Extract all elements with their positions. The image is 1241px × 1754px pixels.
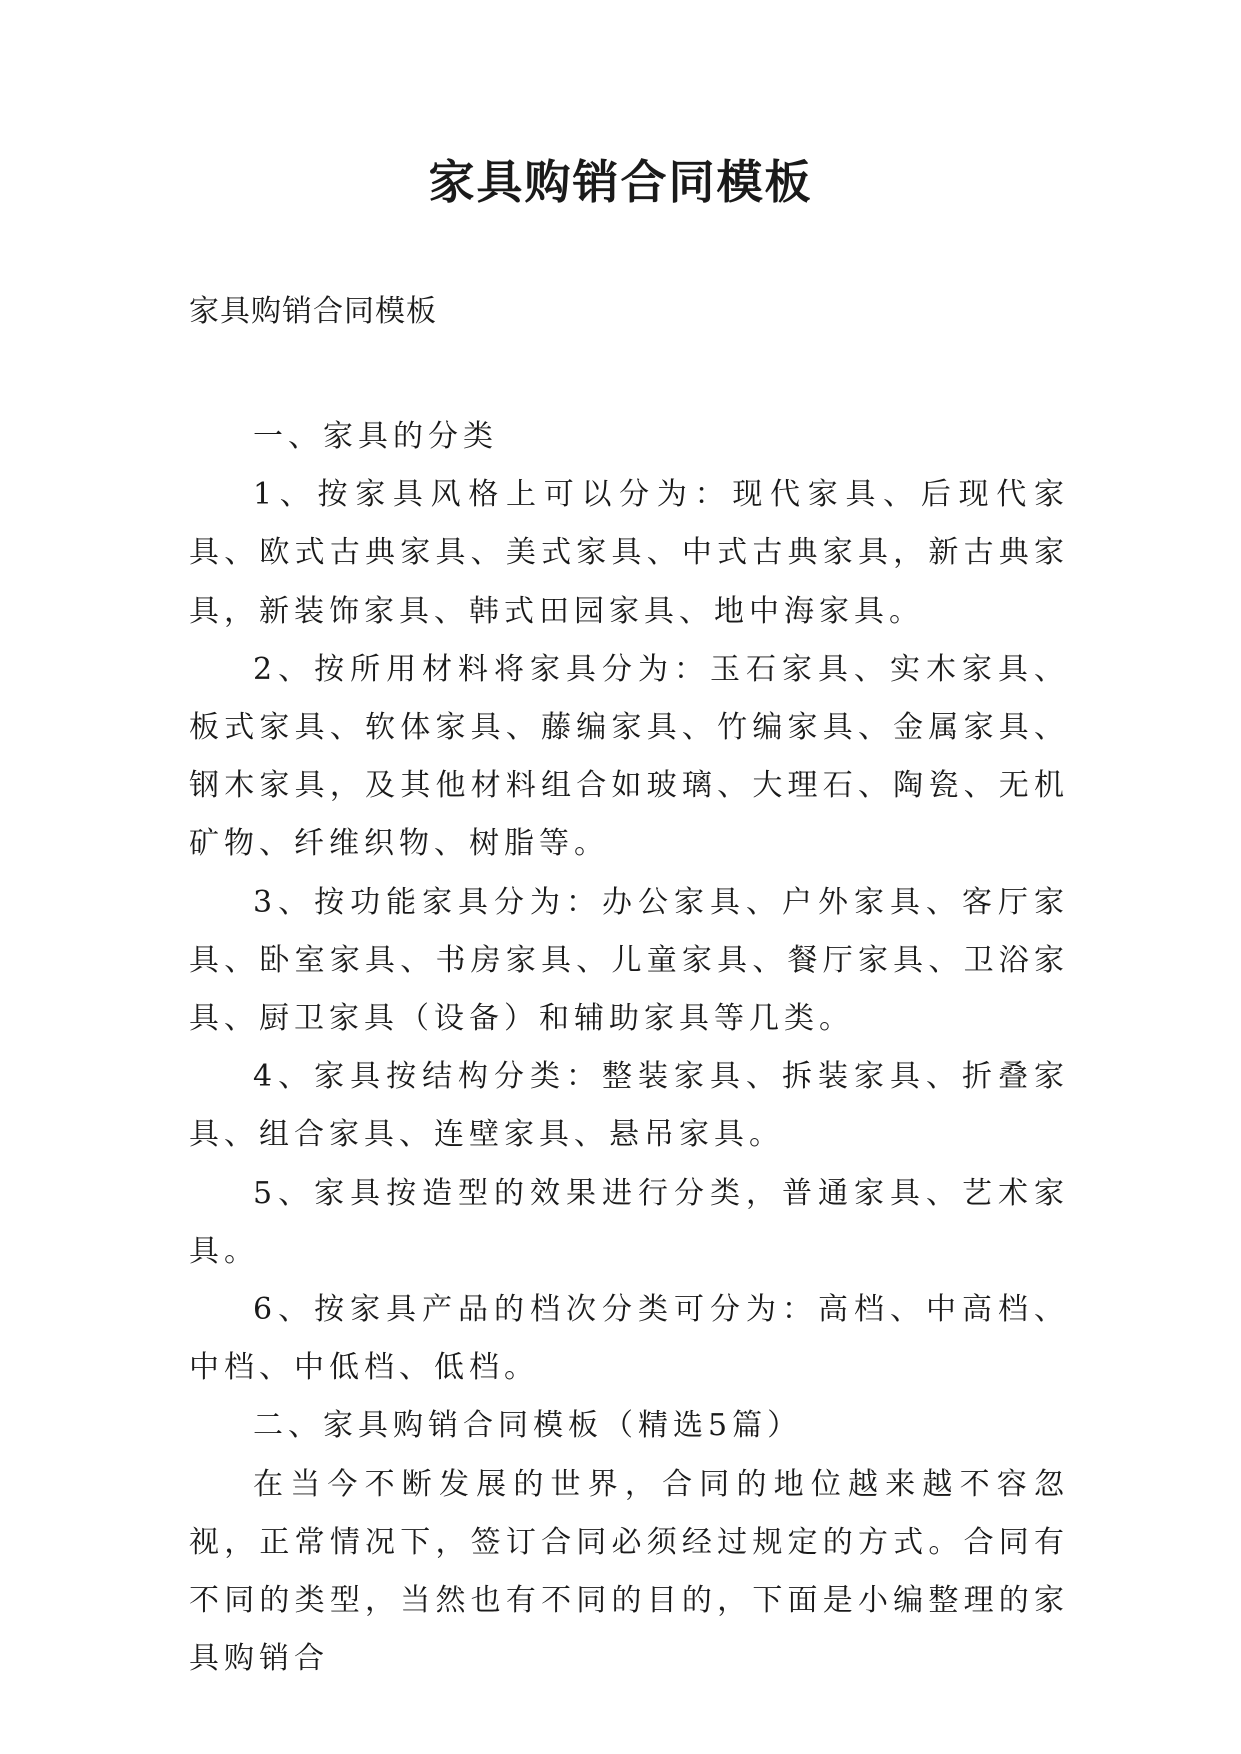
paragraph-style-classification: 1、按家具风格上可以分为：现代家具、后现代家具、欧式古典家具、美式家具、中式古典家具，新古典家具，新装饰家具、韩式田园家具、地中海家具。 — [189, 477, 1069, 629]
paragraph-material-classification: 2、按所用材料将家具分为：玉石家具、实木家具、板式家具、软体家具、藤编家具、竹编家具、金属家具、钢木家具，及其他材料组合如玻璃、大理石、陶瓷、无机矿物、纤维织物、树脂等。 — [189, 651, 1069, 862]
document-title: 家具购销合同模板 — [428, 155, 813, 209]
paragraph-grade-classification: 6、按家具产品的档次分类可分为：高档、中高档、中档、中低档、低档。 — [189, 1292, 1069, 1386]
paragraph-intro: 在当今不断发展的世界，合同的地位越来越不容忽视，正常情况下，签订合同必须经过规定的方式。合同有不同的类型，当然也有不同的目的，下面是小编整理的家具购销合 — [189, 1466, 1069, 1677]
section-heading-classification: 一、家具的分类 — [253, 419, 498, 454]
paragraph-shape-classification: 5、家具按造型的效果进行分类，普通家具、艺术家具。 — [189, 1175, 1069, 1269]
paragraph-function-classification: 3、按功能家具分为：办公家具、户外家具、客厅家具、卧室家具、书房家具、儿童家具、餐厅家具、卫浴家具、厨卫家具（设备）和辅助家具等几类。 — [189, 884, 1069, 1037]
document-subtitle: 家具购销合同模板 — [189, 294, 437, 329]
paragraph-structure-classification: 4、家具按结构分类：整装家具、拆装家具、折叠家具、组合家具、连壁家具、悬吊家具。 — [189, 1059, 1069, 1153]
section-heading-contract-templates: 二、家具购销合同模板（精选5篇） — [253, 1408, 803, 1444]
document-body — [189, 408, 1069, 1688]
